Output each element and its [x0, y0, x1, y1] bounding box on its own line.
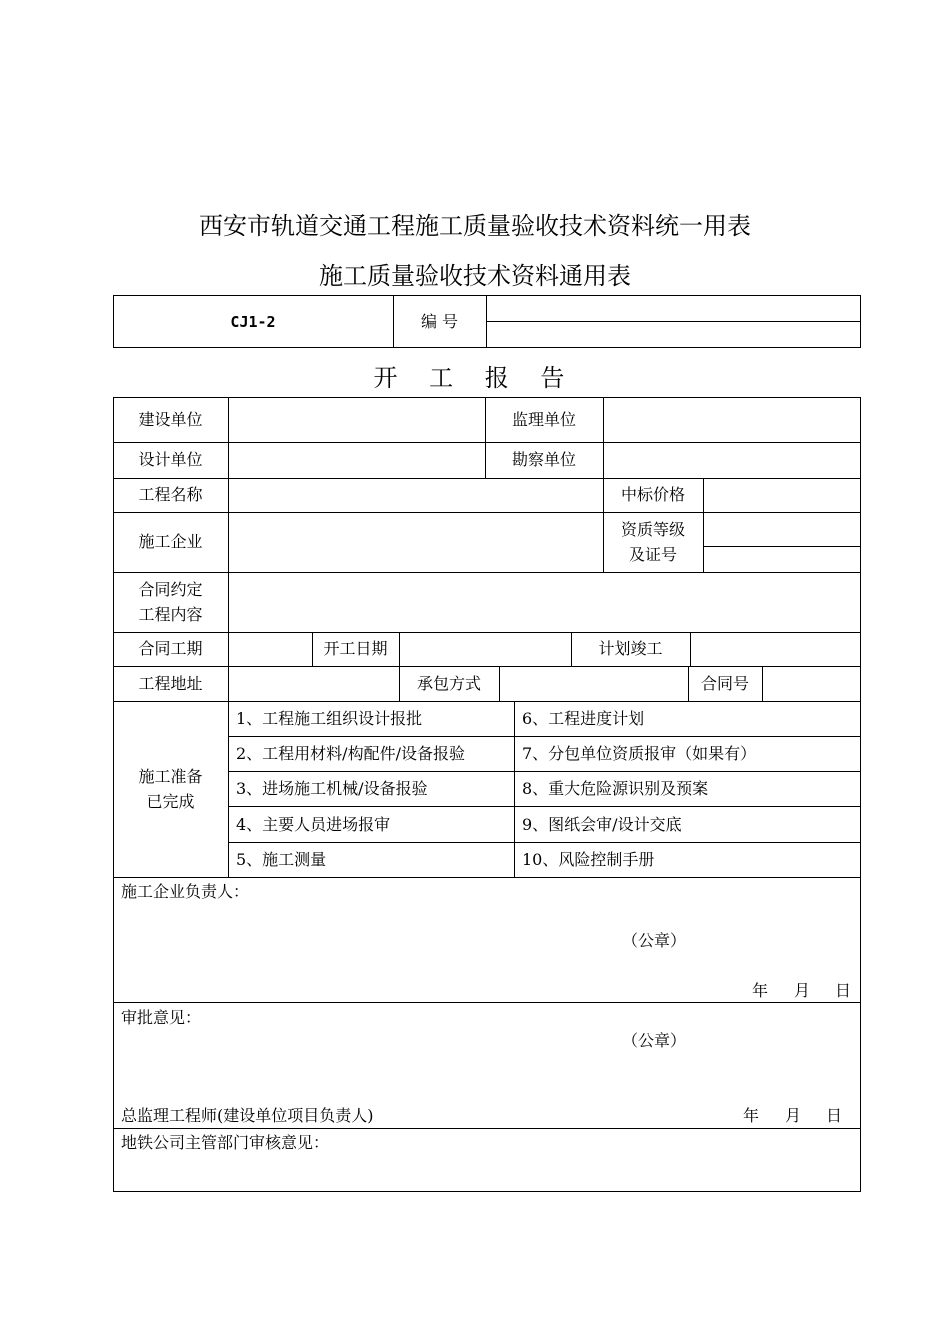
col-line	[514, 701, 515, 877]
document-subtitle: 施工质量验收技术资料通用表	[319, 262, 631, 290]
prep-item: 3、进场施工机械/设备报验	[236, 779, 428, 798]
col-line	[762, 666, 763, 701]
contract-mode-label: 承包方式	[416, 674, 481, 693]
contract-content-label-1: 合同约定	[138, 580, 203, 599]
col-line	[228, 397, 229, 877]
row-line	[228, 736, 860, 737]
project-address-label: 工程地址	[138, 674, 203, 693]
contract-period-field[interactable]	[230, 634, 310, 664]
prep-item: 9、图纸会审/设计交底	[522, 815, 682, 834]
prep-item: 1、工程施工组织设计报批	[236, 709, 423, 728]
row-line	[228, 806, 860, 807]
supervisor-unit-field[interactable]	[605, 399, 858, 440]
planned-completion-field[interactable]	[692, 634, 858, 664]
prep-item: 5、施工测量	[236, 850, 327, 869]
owner-unit-field[interactable]	[230, 399, 483, 440]
col-line	[603, 397, 604, 478]
row-line	[113, 701, 860, 702]
approval-day: 日	[826, 1106, 843, 1125]
survey-unit-field[interactable]	[605, 444, 858, 476]
row-line	[113, 877, 860, 878]
number-field-2[interactable]	[488, 323, 858, 346]
project-name-field[interactable]	[230, 480, 601, 510]
prep-item: 10、风险控制手册	[522, 850, 655, 869]
contract-content-label-2: 工程内容	[138, 605, 203, 624]
approval-label: 审批意见：	[121, 1008, 202, 1027]
survey-unit-label: 勘察单位	[511, 450, 576, 469]
row-line	[113, 442, 860, 443]
divider	[486, 321, 860, 322]
prep-item: 7、分包单位资质报审（如果有）	[522, 744, 757, 763]
design-unit-label: 设计单位	[138, 450, 203, 469]
project-name-label: 工程名称	[138, 485, 203, 504]
prep-item: 2、工程用材料/构配件/设备报验	[236, 744, 465, 763]
row-line	[113, 572, 860, 573]
row-line	[113, 666, 860, 667]
prep-item: 6、工程进度计划	[522, 709, 645, 728]
col-line	[499, 666, 500, 701]
document-title: 西安市轨道交通工程施工质量验收技术资料统一用表	[199, 212, 751, 240]
contractor-sign-label: 施工企业负责人：	[121, 882, 250, 901]
row-line	[228, 842, 860, 843]
owner-unit-label: 建设单位	[138, 410, 203, 429]
contractor-label: 施工企业	[138, 532, 203, 551]
start-date-label: 开工日期	[323, 639, 388, 658]
supervisor-unit-label: 监理单位	[511, 410, 576, 429]
contractor-sign-month: 月	[794, 981, 811, 1000]
metro-review-area[interactable]	[115, 1156, 858, 1190]
contract-mode-field[interactable]	[501, 668, 686, 699]
design-unit-field[interactable]	[230, 444, 483, 476]
qualification-label-1: 资质等级	[620, 520, 685, 539]
report-heading: 开 工 报 告	[373, 364, 577, 392]
approval-seal: （公章）	[622, 1031, 687, 1050]
number-field-1[interactable]	[488, 297, 858, 319]
planned-completion-label: 计划竣工	[598, 639, 663, 658]
contract-no-label: 合同号	[700, 674, 749, 693]
approval-opinion-area[interactable]	[115, 1030, 858, 1100]
start-date-field[interactable]	[401, 634, 569, 664]
contractor-sign-area[interactable]	[115, 905, 858, 975]
contractor-sign-year: 年	[752, 981, 769, 1000]
prep-item: 4、主要人员进场报审	[236, 815, 391, 834]
contractor-sign-day: 日	[835, 981, 852, 1000]
qualification-label-2: 及证号	[628, 545, 677, 564]
col-line	[399, 632, 400, 666]
approval-month: 月	[785, 1106, 802, 1125]
col-line	[703, 478, 704, 572]
prep-label-1: 施工准备	[138, 767, 203, 786]
row-line	[113, 1002, 860, 1003]
form-code: CJ1-2	[230, 313, 276, 331]
bid-price-label: 中标价格	[620, 485, 685, 504]
metro-review-label: 地铁公司主管部门审核意见：	[121, 1133, 330, 1152]
qualification-level-field[interactable]	[705, 514, 858, 544]
contract-no-field[interactable]	[764, 668, 858, 699]
row-line	[113, 512, 860, 513]
prep-label-2: 已完成	[146, 792, 195, 811]
project-address-field[interactable]	[230, 668, 397, 699]
contractor-seal: （公章）	[622, 931, 687, 950]
col-line	[690, 632, 691, 666]
approval-signer: 总监理工程师(建设单位项目负责人)	[121, 1106, 374, 1125]
prep-item: 8、重大危险源识别及预案	[522, 779, 709, 798]
bid-price-field[interactable]	[705, 480, 858, 510]
number-label: 编 号	[420, 312, 459, 331]
row-line	[703, 546, 860, 547]
row-line	[228, 771, 860, 772]
row-line	[113, 632, 860, 633]
contract-period-label: 合同工期	[138, 639, 203, 658]
row-line	[113, 478, 860, 479]
certificate-number-field[interactable]	[705, 548, 858, 570]
contractor-field[interactable]	[230, 514, 601, 570]
contract-content-field[interactable]	[230, 574, 858, 630]
row-line	[113, 1128, 860, 1129]
approval-year: 年	[743, 1106, 760, 1125]
